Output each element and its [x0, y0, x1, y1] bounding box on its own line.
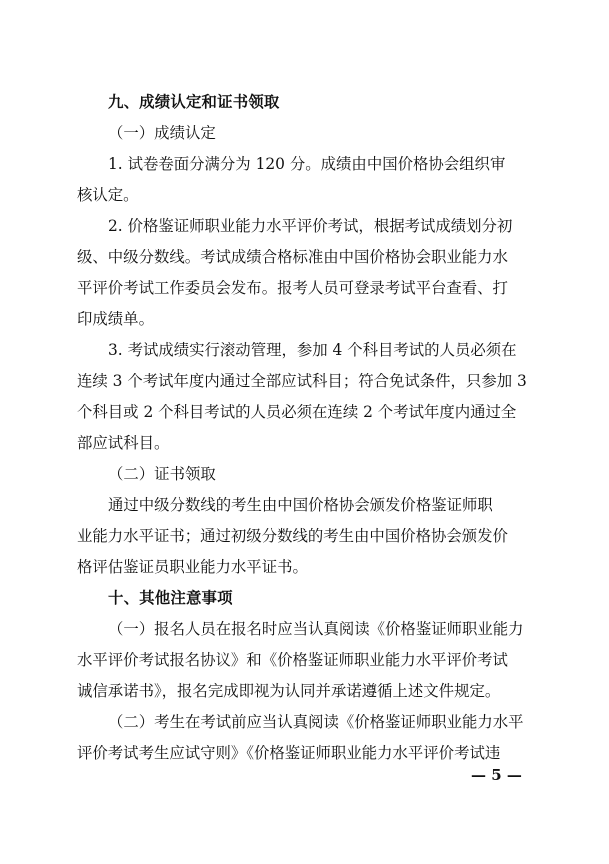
subsection-score-title: （一）成绩认定: [108, 124, 216, 142]
page-number: — 5 —: [471, 766, 522, 784]
paragraph-line: 诚信承诺书》，报名完成即视为认同并承诺遵循上述文件规定。: [77, 682, 501, 700]
paragraph-line: 业能力水平证书；通过初级分数线的考生由中国价格协会颁发价: [77, 527, 508, 545]
paragraph-line: 通过中级分数线的考生由中国价格协会颁发价格鉴证师职: [108, 496, 493, 514]
paragraph-line: （一）报名人员在报名时应当认真阅读《价格鉴证师职业能力: [108, 620, 524, 638]
paragraph-line: 评价考试考生应试守则》《价格鉴证师职业能力水平评价考试违: [77, 744, 501, 762]
paragraph-line: （二）考生在考试前应当认真阅读《价格鉴证师职业能力水平: [108, 713, 524, 731]
section-9-heading: 九、成绩认定和证书领取: [108, 93, 280, 111]
paragraph-line: 连续 3 个考试年度内通过全部应试科目；符合免试条件，只参加 3: [77, 372, 527, 390]
paragraph-line: 平评价考试工作委员会发布。报考人员可登录考试平台查看、打: [77, 279, 508, 297]
paragraph-line: 水平评价考试报名协议》和《价格鉴证师职业能力水平评价考试: [77, 651, 508, 669]
subsection-certificate-title: （二）证书领取: [108, 465, 216, 483]
paragraph-line: 个科目或 2 个科目考试的人员必须在连续 2 个考试年度内通过全: [77, 403, 517, 421]
paragraph-line: 部应试科目。: [77, 434, 170, 452]
paragraph-line: 核认定。: [77, 186, 139, 204]
section-10-heading: 十、其他注意事项: [108, 589, 233, 607]
paragraph-line: 格评估鉴证员职业能力水平证书。: [77, 558, 308, 576]
paragraph-line: 1. 试卷卷面分满分为 120 分。成绩由中国价格协会组织审: [108, 155, 506, 173]
paragraph-line: 3. 考试成绩实行滚动管理，参加 4 个科目考试的人员必须在: [108, 341, 517, 359]
paragraph-line: 印成绩单。: [77, 310, 154, 328]
paragraph-line: 2. 价格鉴证师职业能力水平评价考试，根据考试成绩划分初: [108, 217, 513, 235]
paragraph-line: 级、中级分数线。考试成绩合格标准由中国价格协会职业能力水: [77, 248, 508, 266]
